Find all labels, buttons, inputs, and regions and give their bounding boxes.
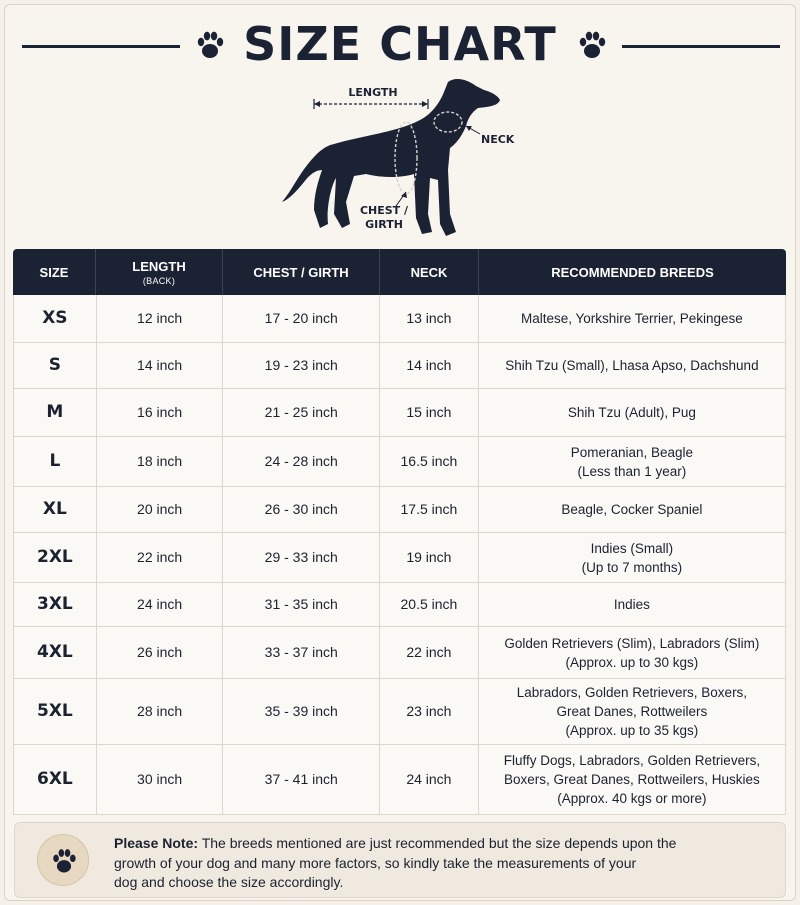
breeds-cell: Shih Tzu (Adult), Pug: [567, 405, 696, 420]
table-row: [13, 343, 786, 389]
chest-cell: 33 - 37 inch: [223, 627, 380, 678]
table-row: [13, 583, 786, 627]
size-cell: 6XL: [14, 745, 97, 814]
paw-icon: [193, 28, 227, 62]
breeds-cell: Shih Tzu (Small), Lhasa Apso, Dachshund: [505, 358, 759, 373]
chest-cell: 24 - 28 inch: [223, 437, 380, 486]
chest-cell: 35 - 39 inch: [223, 679, 380, 744]
column-header-label: LENGTH: [132, 258, 186, 274]
length-cell: 18 inch: [97, 437, 224, 486]
column-header-neck: [380, 249, 479, 295]
chest-cell: 37 - 41 inch: [223, 745, 380, 814]
table-row: [13, 295, 786, 343]
size-cell: S: [14, 343, 97, 388]
header: [0, 14, 800, 74]
size-cell: XL: [14, 487, 97, 532]
note-line-2: growth of your dog and many more factors, so kindly take the measurements of your: [114, 854, 637, 871]
column-header-chest: [223, 249, 380, 295]
table-row: [13, 533, 786, 583]
breeds-cell: Maltese, Yorkshire Terrier, Pekingese: [520, 311, 743, 326]
breeds-cell: Fluffy Dogs, Labradors, Golden Retrievers, Boxers, Great Danes, Rottweilers, Huskies (Approx. 40 kgs or more): [503, 753, 761, 806]
column-header-length: [96, 249, 223, 295]
breeds-cell: Beagle, Cocker Spaniel: [561, 502, 703, 517]
note-line-3: dog and choose the size accordingly.: [114, 874, 344, 890]
column-header-label: NECK: [410, 264, 448, 280]
neck-cell: 13 inch: [380, 295, 479, 342]
paw-icon: [49, 846, 79, 876]
breeds-cell: Golden Retrievers (Slim), Labradors (Slim) (Approx. up to 30 kgs): [504, 635, 760, 670]
length-label: LENGTH: [348, 86, 398, 99]
page-title: SIZE CHART: [243, 17, 557, 71]
breeds-cell: Labradors, Golden Retrievers, Boxers, Great Danes, Rottweilers (Approx. up to 35 kgs): [516, 685, 748, 738]
column-header-breeds: [479, 249, 786, 295]
size-cell: L: [14, 437, 97, 486]
table-row: [13, 627, 786, 679]
neck-cell: 20.5 inch: [380, 583, 479, 626]
note-badge: [37, 834, 89, 886]
chest-label-line1: CHEST /: [359, 204, 409, 217]
header-rule-right: [622, 45, 780, 48]
note-text: [114, 834, 754, 893]
chest-cell: 26 - 30 inch: [223, 487, 380, 532]
column-header-label: SIZE: [39, 264, 69, 280]
chest-cell: 29 - 33 inch: [223, 533, 380, 582]
table-row: [13, 679, 786, 745]
neck-cell: 16.5 inch: [380, 437, 479, 486]
note-line-1: [114, 834, 754, 854]
table-row: [13, 745, 786, 815]
size-cell: M: [14, 389, 97, 436]
header-rule-left: [22, 45, 180, 48]
neck-label: NECK: [481, 133, 515, 146]
paw-icon: [575, 28, 609, 62]
column-header-sublabel: (BACK): [142, 275, 176, 286]
length-cell: 26 inch: [97, 627, 224, 678]
neck-cell: 15 inch: [380, 389, 479, 436]
neck-cell: 23 inch: [380, 679, 479, 744]
length-cell: 28 inch: [97, 679, 224, 744]
size-cell: 3XL: [14, 583, 97, 626]
note-box: [14, 822, 786, 898]
size-cell: 2XL: [14, 533, 97, 582]
neck-cell: 24 inch: [380, 745, 479, 814]
length-cell: 30 inch: [97, 745, 224, 814]
column-header-label: RECOMMENDED BREEDS: [551, 264, 714, 280]
length-cell: 24 inch: [97, 583, 224, 626]
table-header: [13, 249, 786, 295]
size-cell: 4XL: [14, 627, 97, 678]
neck-cell: 17.5 inch: [380, 487, 479, 532]
table-row: [13, 389, 786, 437]
table-row: [13, 487, 786, 533]
chest-cell: 31 - 35 inch: [223, 583, 380, 626]
breeds-cell: Indies (Small) (Up to 7 months): [581, 540, 683, 575]
length-cell: 12 inch: [97, 295, 224, 342]
length-cell: 20 inch: [97, 487, 224, 532]
chest-cell: 19 - 23 inch: [223, 343, 380, 388]
breeds-cell: Pomeranian, Beagle (Less than 1 year): [570, 444, 694, 479]
size-cell: 5XL: [14, 679, 97, 744]
size-cell: XS: [14, 295, 97, 342]
breeds-cell: Indies: [613, 597, 650, 612]
size-table: [13, 249, 786, 815]
chest-label-line2: GIRTH: [365, 218, 403, 231]
length-cell: 22 inch: [97, 533, 224, 582]
neck-cell: 19 inch: [380, 533, 479, 582]
chest-label: [354, 204, 414, 232]
note-line-1-text: The breeds mentioned are just recommended but the size depends upon the: [201, 835, 677, 851]
length-cell: 14 inch: [97, 343, 224, 388]
note-heading: Please Note:: [114, 835, 199, 851]
column-header-size: [13, 249, 96, 295]
chest-cell: 17 - 20 inch: [223, 295, 380, 342]
length-cell: 16 inch: [97, 389, 224, 436]
table-row: [13, 437, 786, 487]
table-body: [13, 295, 786, 815]
neck-cell: 14 inch: [380, 343, 479, 388]
neck-cell: 22 inch: [380, 627, 479, 678]
chest-cell: 21 - 25 inch: [223, 389, 380, 436]
column-header-label: CHEST / GIRTH: [253, 264, 349, 280]
